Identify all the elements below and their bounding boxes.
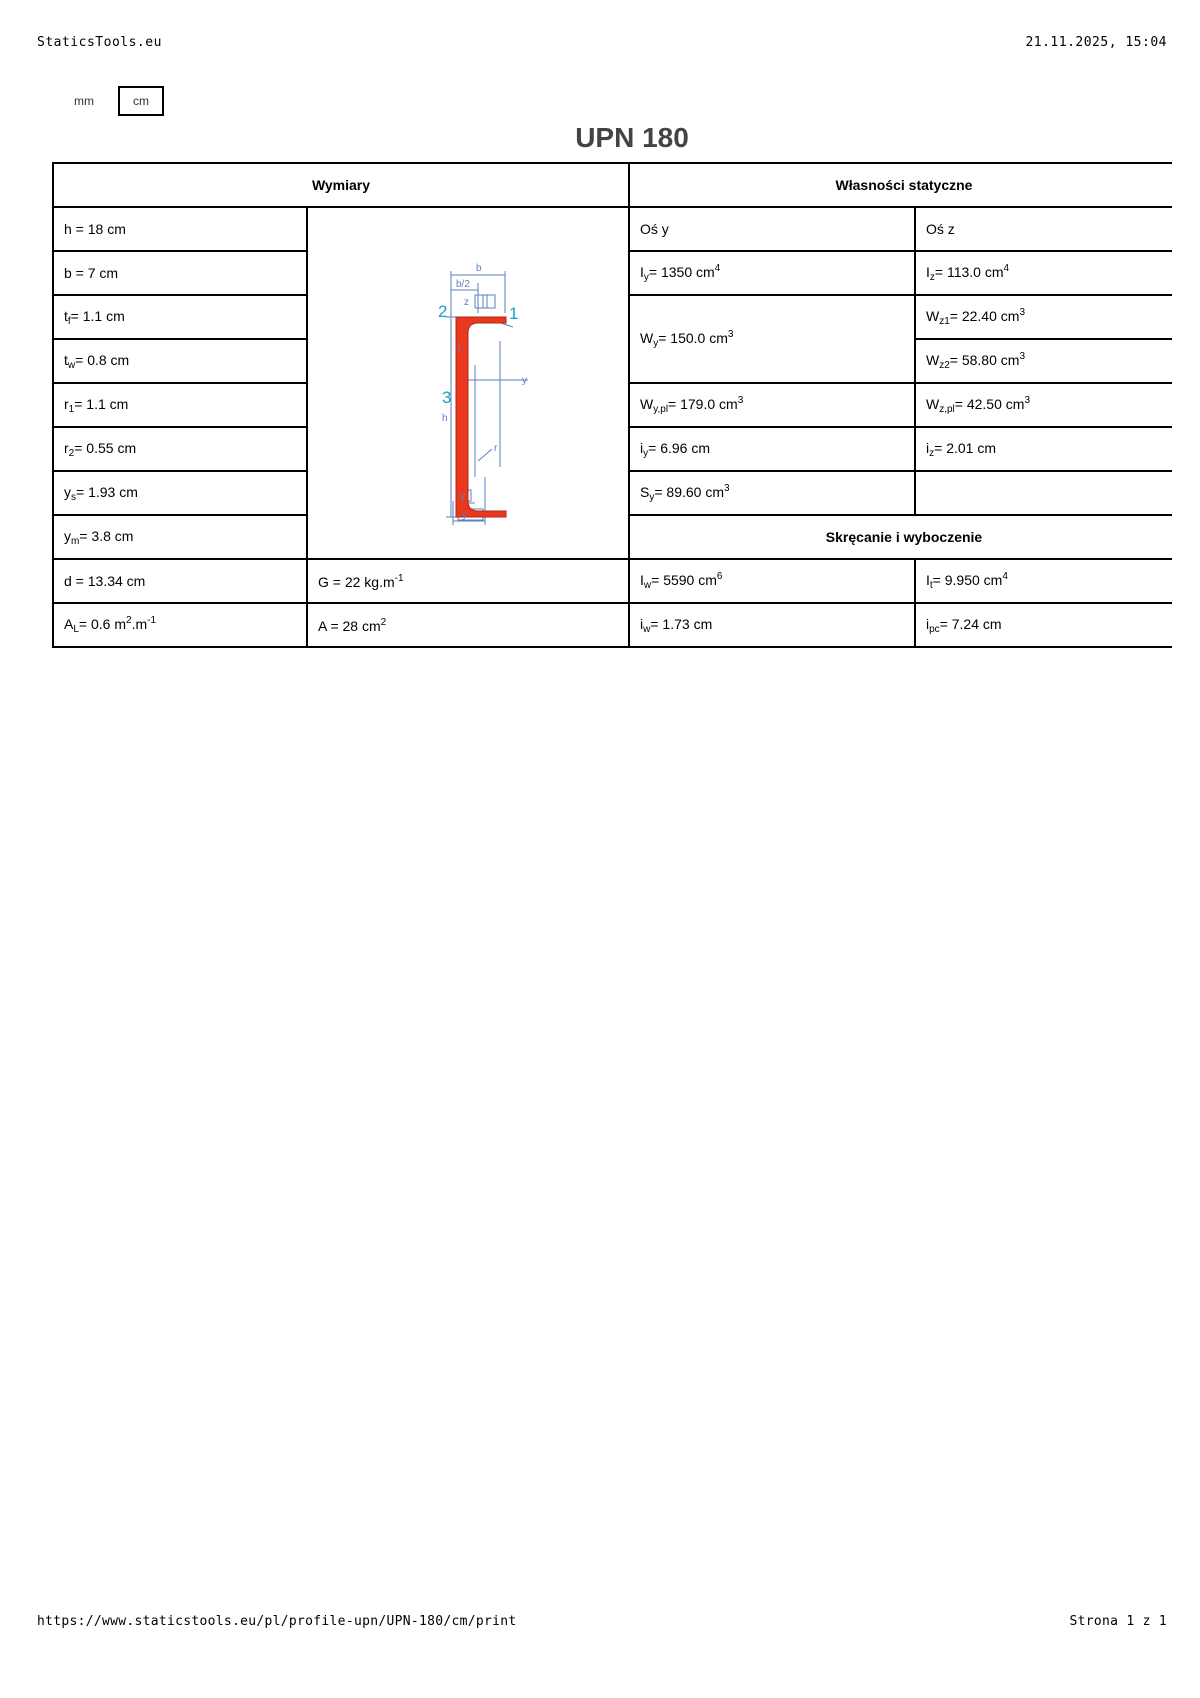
page-number: Strona 1 z 1 bbox=[1069, 1614, 1167, 1629]
page-title: UPN 180 bbox=[575, 122, 689, 153]
r2-cell: $r_2= 0.55$ cm bbox=[53, 427, 307, 471]
web-thickness-cell: $t_w= 0.8$ cm bbox=[53, 339, 307, 383]
radius-r1-label: r bbox=[494, 443, 498, 454]
wz1-cell: $W_{z1}= 22.40$ $cm^3$ bbox=[915, 295, 1179, 339]
section-drawing-cell bbox=[307, 207, 629, 559]
dim-b-half-label: b/2 bbox=[456, 279, 470, 290]
page-url: https://www.staticstools.eu/pl/profile-upn/UPN-180/cm/print bbox=[37, 1614, 517, 1629]
ys-cell: $y_s= 1.93$ cm bbox=[53, 471, 307, 515]
iw-cell: $I_w= 5590$ $cm^6$ bbox=[629, 559, 915, 603]
iw-radius-cell: $i_w= 1.73$ cm bbox=[629, 603, 915, 647]
surface-area-cell: $A_L= 0.6$ $m^2.m^{-1}$ bbox=[53, 603, 307, 647]
static-properties-heading: Własności statyczne bbox=[629, 163, 1179, 207]
axis-z-heading: Oś z bbox=[915, 207, 1179, 251]
dim-z-label: z bbox=[464, 297, 469, 308]
point-1-label: 1 bbox=[509, 304, 519, 323]
height-cell: h = 18 cm bbox=[53, 207, 307, 251]
point-3-label: 3 bbox=[442, 388, 452, 407]
upn-section-drawing bbox=[308, 213, 628, 553]
torsion-heading: Skręcanie i wyboczenie bbox=[629, 515, 1179, 559]
empty-cell bbox=[915, 471, 1179, 515]
area-cell: A = 28 $cm^2$ bbox=[307, 603, 629, 647]
wypl-cell: $W_{y,pl}= 179.0$ $cm^3$ bbox=[629, 383, 915, 427]
upn-profile-shape bbox=[456, 317, 506, 517]
flange-thickness-cell: $t_f= 1.1$ cm bbox=[53, 295, 307, 339]
dim-ys-label: y bbox=[460, 491, 465, 502]
iy-cell: $I_y= 1350$ $cm^4$ bbox=[629, 251, 915, 295]
print-datetime: 21.11.2025, 15:04 bbox=[1025, 35, 1167, 50]
iz-cell: $I_z= 113.0$ $cm^4$ bbox=[915, 251, 1179, 295]
dim-h-label: h bbox=[442, 413, 448, 424]
sy-cell: $S_y= 89.60$ $cm^3$ bbox=[629, 471, 915, 515]
d-cell: d = 13.34 cm bbox=[53, 559, 307, 603]
point-2-label: 2 bbox=[438, 302, 448, 321]
weight-cell: G = 22 $kg.m^{-1}$ bbox=[307, 559, 629, 603]
site-name: StaticsTools.eu bbox=[37, 35, 162, 50]
axis-y-heading: Oś y bbox=[629, 207, 915, 251]
wy-cell: $W_y= 150.0$ $cm^3$ bbox=[629, 295, 915, 383]
unit-mm-button[interactable]: mm bbox=[74, 94, 94, 108]
r1-cell: $r_1= 1.1$ cm bbox=[53, 383, 307, 427]
ipc-cell: $i_{pc}= 7.24$ cm bbox=[915, 603, 1179, 647]
axis-y-label: y bbox=[522, 375, 527, 386]
ym-cell: $y_m= 3.8$ cm bbox=[53, 515, 307, 559]
width-cell: b = 7 cm bbox=[53, 251, 307, 295]
dim-b-label: b bbox=[476, 263, 482, 274]
page-edge-clip bbox=[1172, 150, 1200, 670]
wz2-cell: $W_{z2}= 58.80$ $cm^3$ bbox=[915, 339, 1179, 383]
unit-cm-button[interactable]: cm bbox=[118, 86, 164, 116]
dim-tw-label: t bbox=[458, 343, 461, 354]
dimensions-heading: Wymiary bbox=[53, 163, 629, 207]
wzpl-cell: $W_{z,pl}= 42.50$ $cm^3$ bbox=[915, 383, 1179, 427]
it-cell: $I_t= 9.950$ $cm^4$ bbox=[915, 559, 1179, 603]
profile-table bbox=[52, 162, 1180, 648]
dim-ym-label: y bbox=[462, 510, 467, 521]
iy-radius-cell: $i_y= 6.96$ cm bbox=[629, 427, 915, 471]
unit-switch bbox=[62, 86, 164, 116]
iz-radius-cell: $i_z= 2.01$ cm bbox=[915, 427, 1179, 471]
